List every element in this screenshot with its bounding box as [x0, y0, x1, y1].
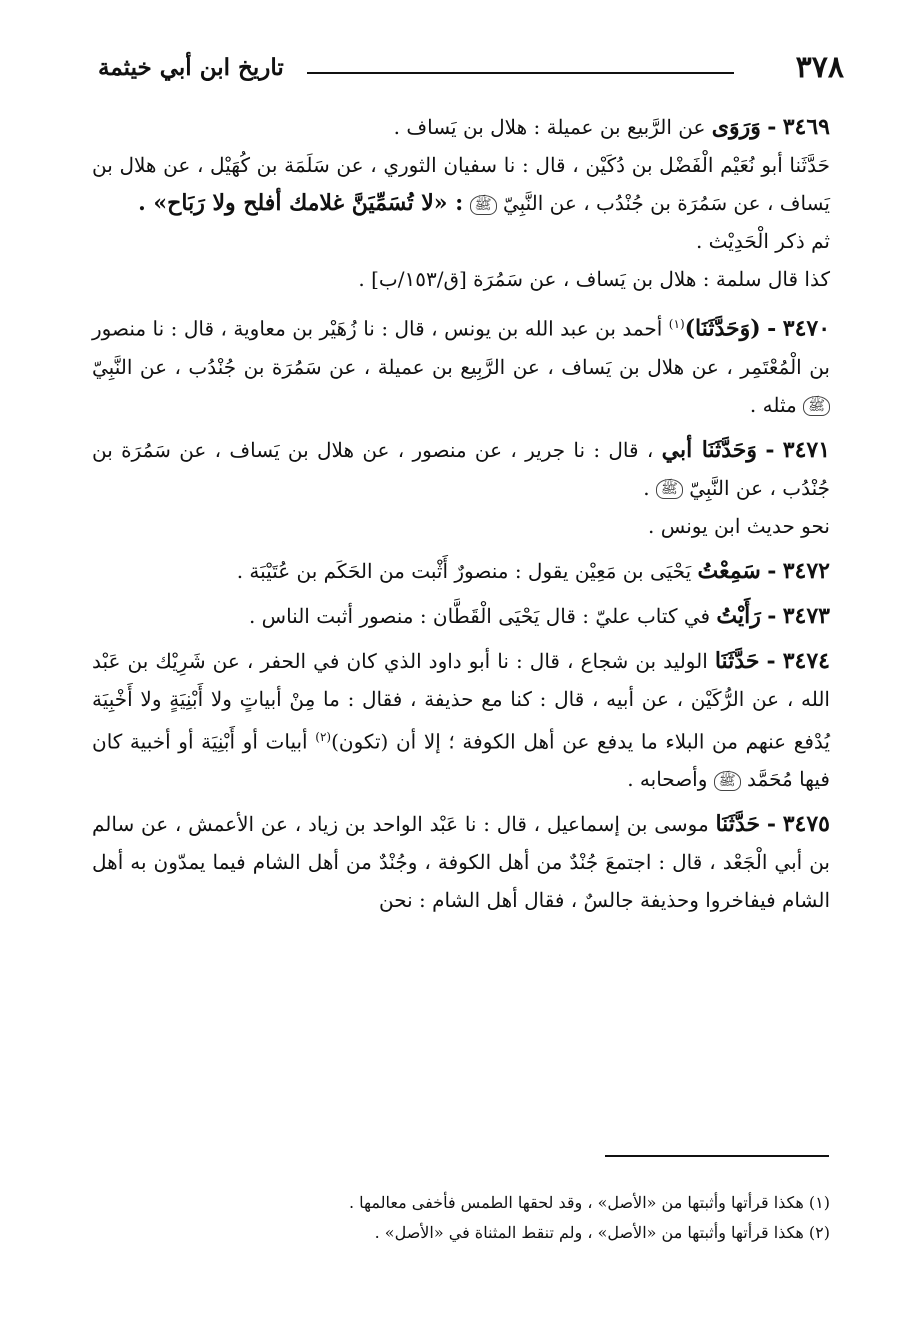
entry-keyword: حَدَّثَنَا — [714, 647, 760, 674]
entry-text: موسى بن إسماعيل ، قال : نا عَبْد الواحد بن زياد ، عن الأعمش ، عن سالم بن أبي الْجَعْد ، قال : اجتمعَ جُنْدٌ من أهل الكوفة ، وجُنْدٌ من أهل الشام فيما يمدّون به أهل الشام فيفاخروا وحذيفة جالسٌ ، فقال أهل الشام : نحن — [92, 812, 830, 913]
entry-3470: ٣٤٧٠ - (وَحَدَّثَنَا)$^{(١)}$ أحمد بن عبد الله بن يونس ، قال : نا زُهَيْر بن معاوية ، قال : نا منصور بن الْمُعْتَمِر ، عن هلال بن يَساف ، عن الرَّبِيع بن عميلة ، عن سَمُرَة بن جُنْدُب ، عن النَّبِيّ ﷺ مثله . — [92, 315, 831, 417]
entry-3469-note — [92, 222, 830, 260]
entry-text: حَدَّثَنا أبو نُعَيْم الْفَضْل بن دُكَيْن ، قال : نا سفيان الثوري ، عن سَلَمَة بن كُهَيْل ، عن هلال بن يَساف ، عن سَمُرَة بن جُنْدُب ، عن النَّبِيّ — [92, 153, 830, 215]
entry-keyword: وَحَدَّثَنَا أبي — [661, 436, 758, 463]
entry-number: ٣٤٧٢ — [782, 557, 830, 584]
entry-text: أحمد بن عبد الله بن يونس ، قال : نا زُهَيْر بن معاوية ، قال : نا منصور بن الْمُعْتَمِر ، عن هلال بن يَساف ، عن الرَّبِيع بن عميلة ، عن سَمُرَة بن جُنْدُب ، عن النَّبِيّ — [92, 316, 830, 379]
entry-3471-note — [92, 507, 830, 545]
entry-3469-remark — [92, 260, 830, 298]
footnote-marker: (١) — [668, 317, 685, 331]
header-rule — [307, 72, 734, 74]
footnotes — [250, 1188, 830, 1248]
entry-keyword: وَرَوَى — [711, 114, 761, 140]
entry-keyword: حَدَّثَنَا — [715, 811, 761, 838]
footnote-2: (٢) هكذا قرأتها وأثبتها من «الأصل» ، ولم تنقط المثناة في «الأصل» . — [374, 1223, 830, 1242]
entry-text-end: وأصحابه . — [627, 767, 708, 792]
salawat-icon: ﷺ — [714, 771, 741, 791]
entry-3475: ٣٤٧٥ - حَدَّثَنَا موسى بن إسماعيل ، قال : نا عَبْد الواحد بن زياد ، عن الأعمش ، عن سالم بن أبي الْجَعْد ، قال : اجتمعَ جُنْدٌ من أهل الكوفة ، وجُنْدٌ من أهل الشام فيما يمدّون به أهل الشام فيفاخروا وحذيفة جالسٌ ، فقال أهل الشام : نحن — [92, 811, 830, 913]
body-text — [92, 108, 830, 926]
entry-number: ٣٤٧٠ — [782, 315, 831, 342]
footnote-rule — [605, 1155, 829, 1157]
entry-3474: ٣٤٧٤ - حَدَّثَنَا الوليد بن شجاع ، قال : نا أبو داود الذي كان في الحفر ، عن شَرِيْك بن عَبْد الله ، عن الرُّكَيْن ، عن أبيه ، قال : كنا مع حذيفة ، فقال : ما مِنْ أبياتٍ ولا أَبْنِيَةٍ ولا أَخْبِيَة يُدْفع عنهم من البلاء ما يدفع عن أهل الكوفة ؛ إلا أن (تكون)$^{(٢)}$ أبيات أو أَبْنِيَة أو أخبية كان فيها مُحَمَّد ﷺ وأصحابه . — [92, 647, 830, 792]
page-number: ٣٧٨ — [795, 50, 844, 85]
entry-text: نحو حديث ابن يونس . — [648, 513, 830, 538]
footnote-marker: (٢) — [315, 729, 332, 744]
entry-text: في كتاب عليّ : قال يَحْيَى الْقَطَّان : منصور أثبت الناس . — [248, 603, 711, 628]
entry-number: ٣٤٧٣ — [782, 602, 830, 629]
entry-3471: ٣٤٧١ - وَحَدَّثَنَا أبي ، قال : نا جرير ، عن منصور ، عن هلال بن يَساف ، عن سَمُرَة بن جُنْدُب ، عن النَّبِيّ ﷺ . — [92, 436, 831, 500]
entry-text: ثم ذكر الْحَدِيْث . — [695, 229, 830, 253]
entry-3472: ٣٤٧٢ - سَمِعْتُ يَحْيَى بن مَعِيْن يقول : منصورٌ أَثْبت من الحَكَم بن عُتَيْبَة . — [236, 557, 830, 584]
page-header — [92, 48, 852, 88]
entry-number: ٣٤٧٤ — [782, 647, 830, 674]
salawat-icon: ﷺ — [656, 479, 683, 499]
entry-text: يَحْيَى بن مَعِيْن يقول : منصورٌ أَثْبت من الحَكَم بن عُتَيْبَة . — [236, 558, 692, 583]
footnote-1: (١) هكذا قرأتها وأثبتها من «الأصل» ، وقد لحقها الطمس فأخفى معالمها . — [348, 1193, 830, 1212]
entry-keyword: رَأَيْتُ — [716, 602, 761, 629]
entry-3469: ٣٤٦٩ - وَرَوَى عن الرَّبيع بن عميلة : هلال بن يَساف . — [393, 114, 830, 140]
salawat-icon: ﷺ — [803, 396, 830, 416]
salawat-icon: ﷺ — [470, 195, 497, 215]
entry-text: الوليد بن شجاع ، قال : نا أبو داود الذي كان في الحفر ، عن شَرِيْك بن عَبْد الله ، عن الرُّكَيْن ، عن أبيه ، قال : كنا مع حذيفة ، فقال : ما مِنْ أبياتٍ ولا أَبْنِيَةٍ ولا أَخْبِيَة يُدْفع عنهم من البلاء ما يدفع عن أهل الكوفة ؛ إلا أن (تكون) — [92, 648, 830, 754]
entry-text: كذا قال سلمة : هلال بن يَساف ، عن سَمُرَة [ق/١٥٣/ب] . — [358, 267, 830, 291]
entry-keyword: (وَحَدَّثَنَا) — [684, 315, 761, 342]
entry-text-end: مثله . — [749, 392, 797, 417]
hadith-quote: : «لا تُسَمِّيَنَّ غلامك أفلح ولا رَبَاح» . — [138, 190, 464, 216]
entry-text-mid: أبيات أو أَبْنِيَة أو أخبية كان فيها مُحَمَّد — [92, 729, 830, 792]
book-title: تاريخ ابن أبي خيثمة — [98, 54, 284, 81]
entry-text: عن الرَّبيع بن عميلة : هلال بن يَساف . — [393, 115, 706, 139]
entry-3469-chain — [92, 146, 830, 222]
entry-number: ٣٤٦٩ — [782, 114, 830, 140]
entry-number: ٣٤٧١ — [782, 436, 831, 463]
entry-keyword: سَمِعْتُ — [697, 557, 761, 584]
entry-text: ، قال : نا جرير ، عن منصور ، عن هلال بن يَساف ، عن سَمُرَة بن جُنْدُب ، عن النَّبِيّ — [92, 437, 830, 500]
entry-number: ٣٤٧٥ — [782, 811, 830, 838]
entry-3473: ٣٤٧٣ - رَأَيْتُ في كتاب عليّ : قال يَحْيَى الْقَطَّان : منصور أثبت الناس . — [248, 602, 830, 629]
entry-text-end: . — [643, 475, 650, 500]
